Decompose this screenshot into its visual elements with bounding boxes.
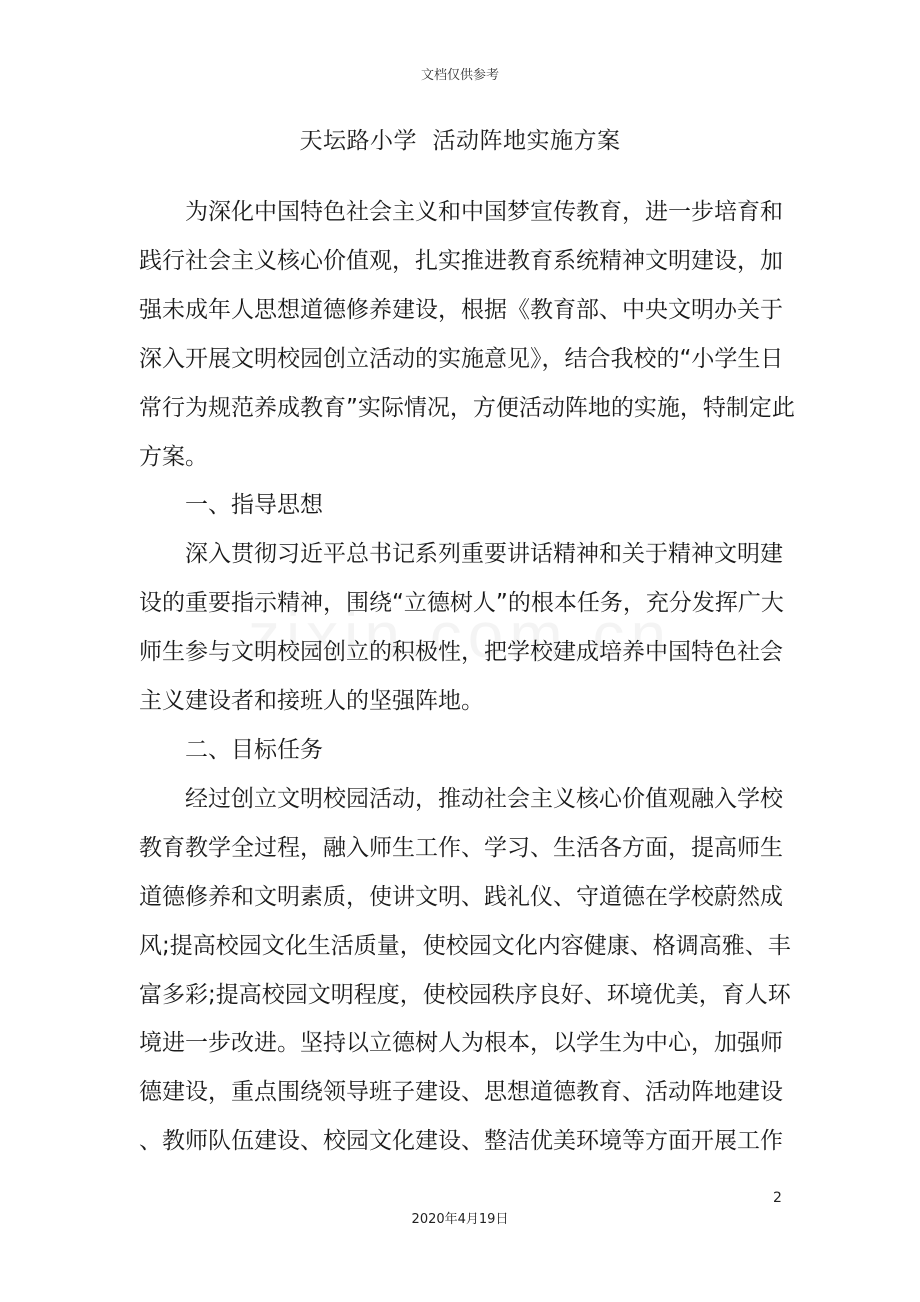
paragraph-line: 道德修养和文明素质，使讲文明、践礼仪、守道德在学校蔚然成 — [139, 883, 783, 910]
document-body — [139, 188, 795, 1166]
paragraph-line: 德建设，重点围绕领导班子建设、思想道德教育、活动阵地建设 — [139, 1079, 783, 1106]
footer-date: 2020年4月19日 — [411, 1212, 509, 1227]
goals-paragraph — [139, 775, 791, 1166]
paragraph-line: 师生参与文明校园创立的积极性，把学校建成培养中国特色社会 — [139, 639, 783, 666]
paragraph-line: 、教师队伍建设、校园文化建设、整洁优美环境等方面开展工作 — [139, 1128, 783, 1155]
section-heading-guiding-ideology: 一、指导思想 — [185, 492, 323, 519]
paragraph-line: 主义建设者和接班人的坚强阵地。 — [139, 688, 484, 715]
intro-paragraph — [139, 188, 795, 481]
paragraph-line: 践行社会主义核心价值观，扎实推进教育系统精神文明建设，加 — [139, 247, 783, 274]
section-heading-goals: 二、目标任务 — [185, 736, 323, 763]
header-note: 文档仅供参考 — [420, 68, 499, 83]
paragraph-line: 教育教学全过程，融入师生工作、学习、生活各方面，提高师生 — [139, 834, 783, 861]
paragraph-line: 深入开展文明校园创立活动的实施意见》，结合我校的“小学生日 — [139, 345, 784, 372]
paragraph-line: 深入贯彻习近平总书记系列重要讲话精神和关于精神文明建 — [185, 541, 783, 568]
paragraph-line: 风;提高校园文化生活质量，使校园文化内容健康、格调高雅、丰 — [139, 932, 791, 959]
paragraph-line: 强未成年人思想道德修养建设，根据《教育部、中央文明办关于 — [139, 296, 783, 323]
paragraph-line: 方案。 — [139, 443, 208, 470]
paragraph-line: 富多彩;提高校园文明程度，使校园秩序良好、环境优美，育人环 — [139, 981, 791, 1008]
paragraph-line: 常行为规范养成教育”实际情况，方便活动阵地的实施，特制定此 — [139, 394, 795, 421]
document-title: 天坛路小学 活动阵地实施方案 — [299, 128, 621, 154]
paragraph-line: 设的重要指示精神，围绕“立德树人”的根本任务，充分发挥广大 — [139, 590, 784, 617]
paragraph-line: 为深化中国特色社会主义和中国梦宣传教育，进一步培育和 — [185, 199, 783, 225]
paragraph-line: 经过创立文明校园活动，推动社会主义核心价值观融入学校 — [185, 785, 783, 812]
page-number: 2 — [773, 1190, 782, 1206]
guiding-ideology-paragraph — [139, 530, 784, 726]
paragraph-line: 境进一步改进。坚持以立德树人为根本，以学生为中心，加强师 — [139, 1030, 783, 1057]
